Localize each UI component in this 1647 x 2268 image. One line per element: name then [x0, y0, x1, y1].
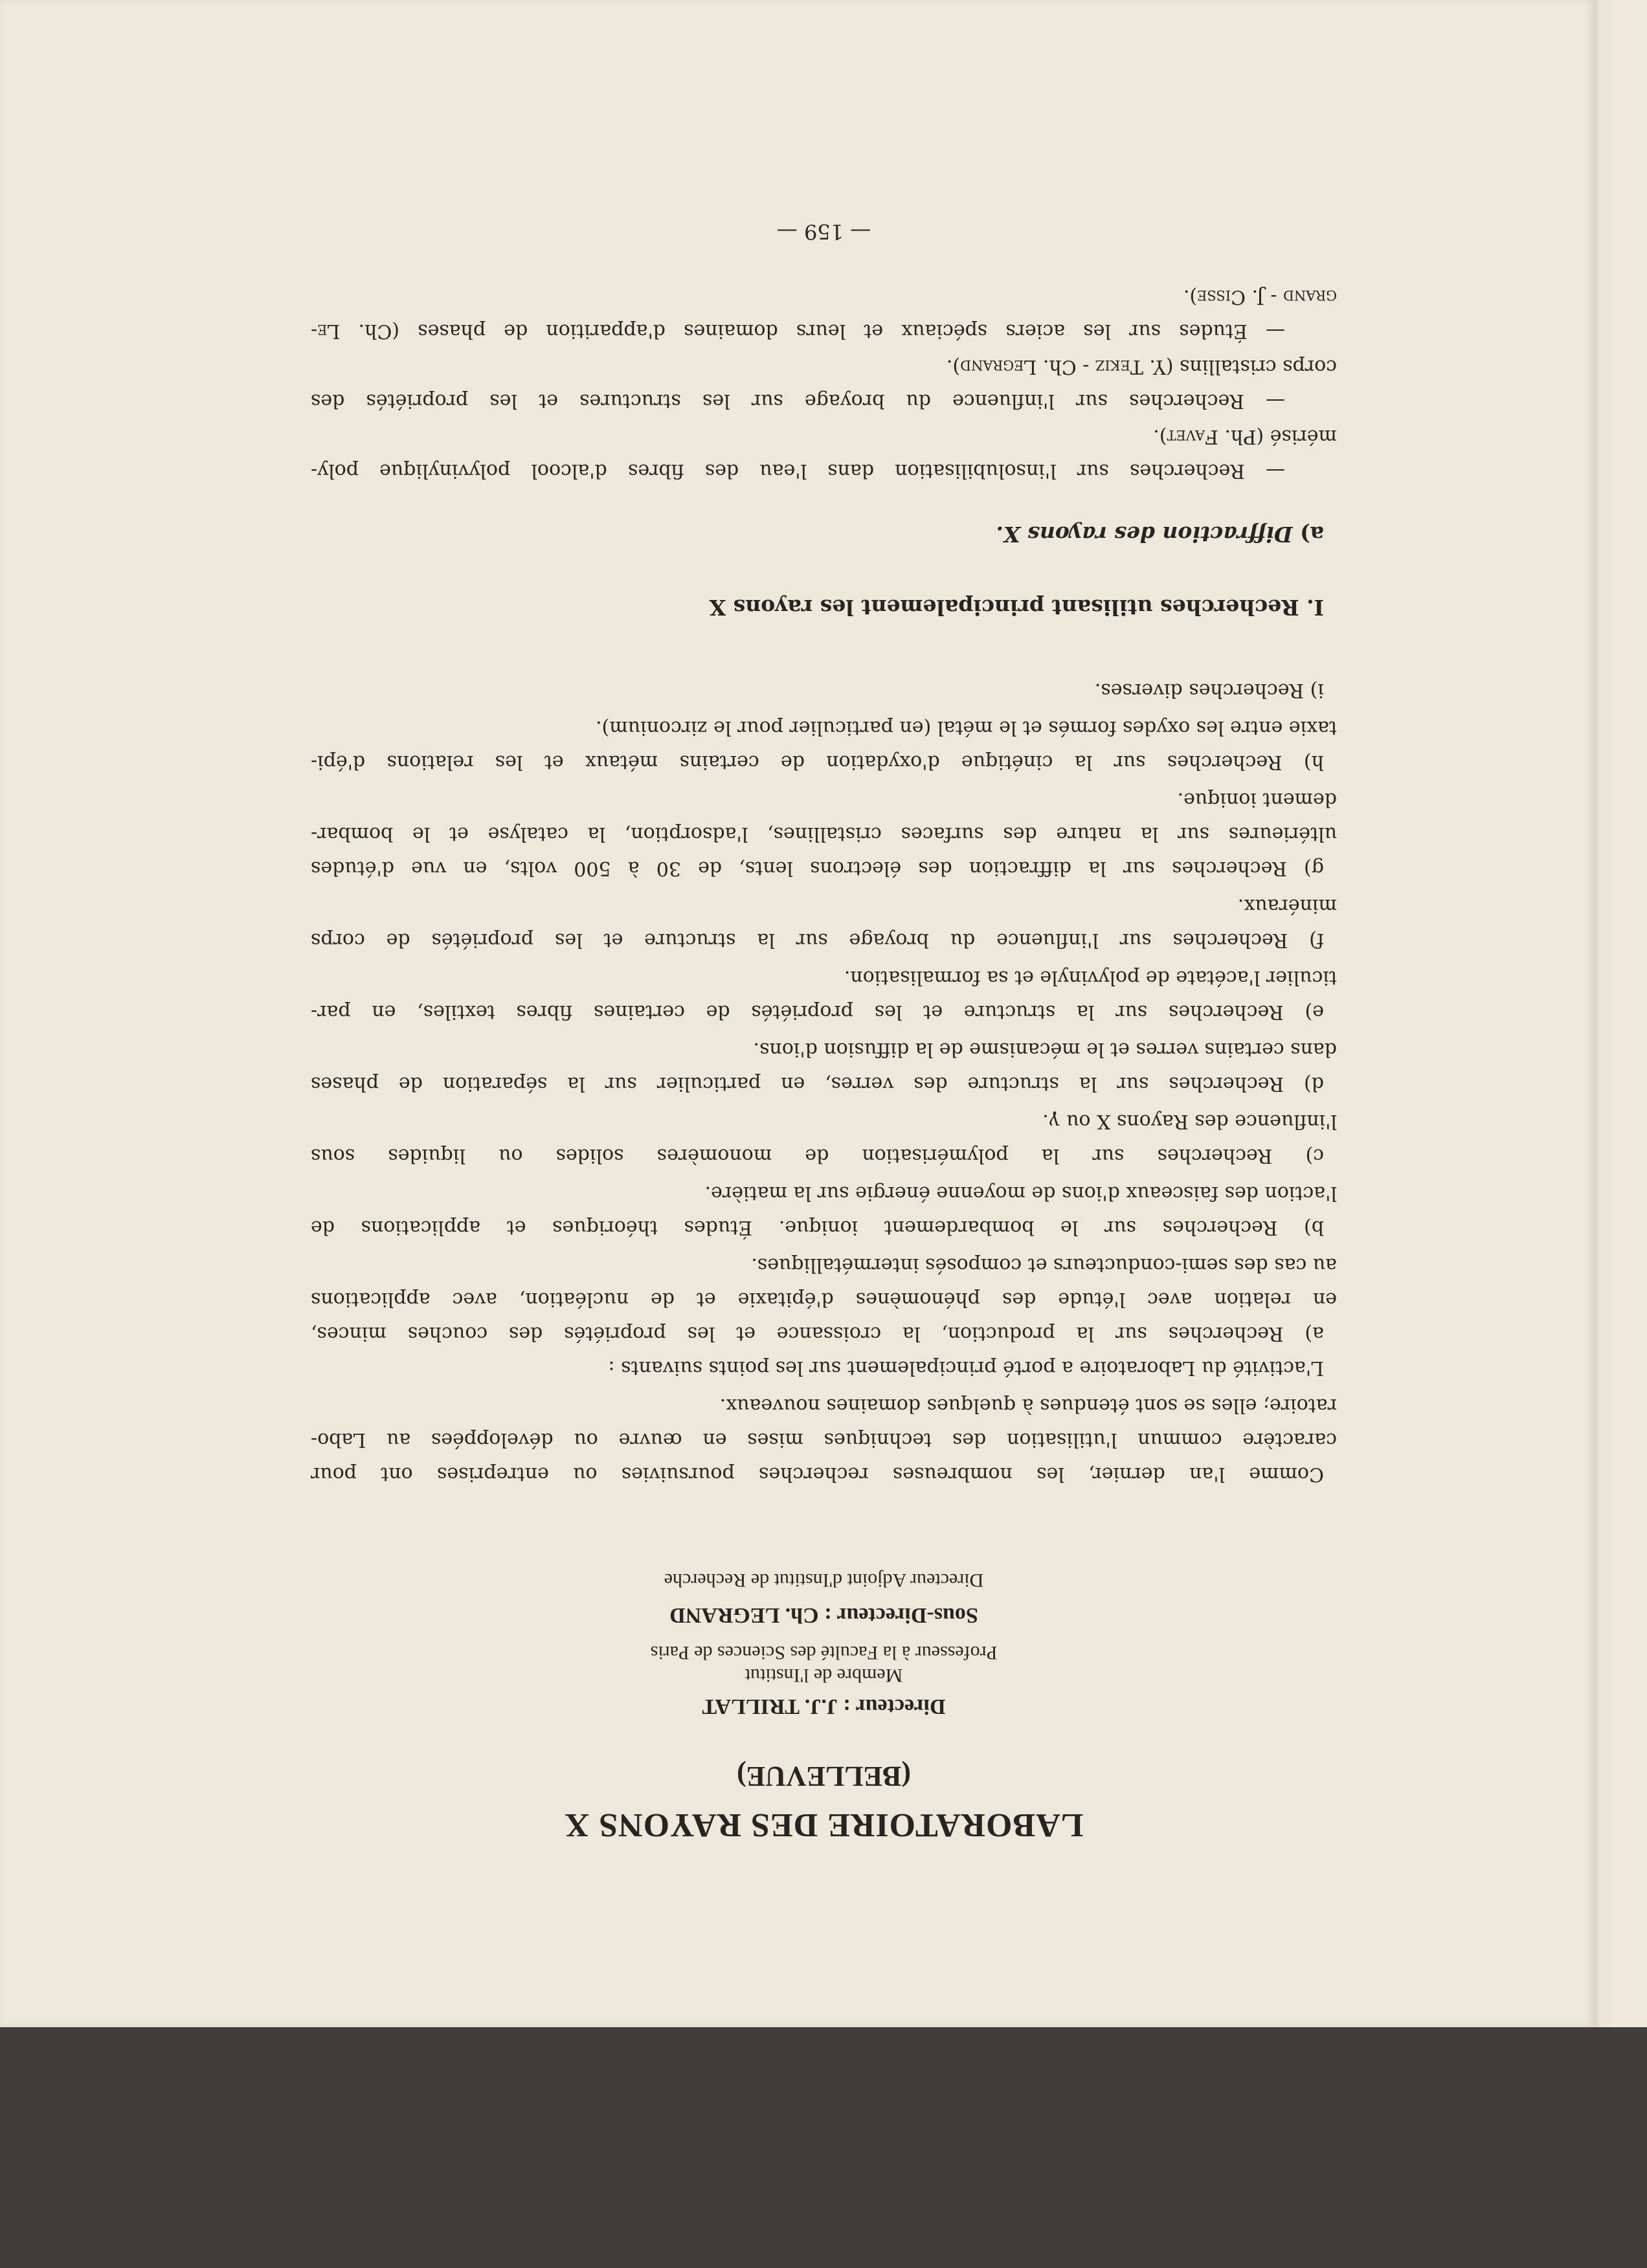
text-line — [311, 1282, 1337, 1317]
text-line — [311, 1317, 1337, 1351]
line-text: taxie entre les oxydes formés et le métal (en particulier pour le zirconium). — [596, 717, 1337, 739]
director-line — [311, 1694, 1337, 1718]
line-text: ultérieures sur la nature des surfaces cristallines, l'adsorption, la catalyse et le bombar- — [311, 823, 1337, 845]
line-text: Recherches sur la diffraction des électrons lents, de 30 à 500 volts, en vue d'études — [311, 857, 1287, 880]
text-line — [311, 961, 1337, 995]
research-entry — [311, 419, 1337, 488]
text-line — [311, 1176, 1337, 1210]
text-line — [311, 923, 1337, 957]
text-line — [311, 711, 1337, 745]
paragraph — [311, 1351, 1337, 1385]
line-text: en relation avec l'étude des phénomènes d'épitaxie et de nucléation, avec applications — [311, 1288, 1337, 1311]
line-text: ticulier l'acétate de polyvinyle et sa formalisation. — [844, 966, 1337, 989]
author-name: grand — [1283, 285, 1337, 308]
line-text: Études sur les aciers spéciaux et leurs domaines d'apparition de phases (Ch. — [340, 320, 1248, 342]
research-topic — [311, 961, 1337, 1029]
line-text: Recherches sur le bombardement ionique. Études théoriques et applications de — [311, 1216, 1278, 1239]
item-label: — — [1266, 390, 1285, 412]
research-topic — [311, 673, 1337, 707]
item-label: — — [1266, 320, 1285, 342]
author-name: Favet — [1167, 425, 1218, 448]
director-title-2: Professeur à la Faculté des Sciences de Paris — [650, 1642, 998, 1663]
adjacent-page-edge — [1595, 0, 1647, 2027]
body-text — [311, 280, 1337, 1491]
line-text: Recherches sur l'insolubilisation dans l'eau des fibres d'alcool polyvinylique poly- — [311, 460, 1245, 482]
text-line — [311, 1248, 1337, 1282]
lab-title: LABORATOIRE DES RAYONS X — [564, 1807, 1084, 1843]
research-entry — [311, 280, 1337, 348]
text-line — [311, 1210, 1337, 1245]
text-line — [311, 745, 1337, 779]
director-label: Directeur : — [843, 1695, 946, 1718]
text-line — [311, 280, 1337, 314]
subdirector-name: Ch. LEGRAND — [669, 1603, 819, 1627]
line-text: mérisé (Ph. — [1218, 425, 1337, 448]
author-name: Legrand — [960, 355, 1037, 378]
line-text: au cas des semi-conducteurs et composés intermétalliques. — [751, 1254, 1337, 1276]
subdirector-label: Sous-Directeur : — [824, 1603, 978, 1627]
section-heading: I. Recherches utilisant principalement les rayons X — [709, 595, 1324, 620]
line-text: l'influence des Rayons X ou γ. — [1042, 1110, 1337, 1133]
research-topic — [311, 711, 1337, 779]
line-text: Recherches sur l'influence du broyage sur les structures et les propriétés des — [311, 390, 1244, 412]
text-line — [311, 1104, 1337, 1139]
item-label: d) — [1304, 1073, 1324, 1095]
paragraph — [311, 1388, 1337, 1491]
line-text: L'activité du Laboratoire a porté principalement sur les points suivants : — [608, 1357, 1324, 1379]
research-topic — [311, 1032, 1337, 1101]
line-text: - J. — [1246, 285, 1284, 308]
item-label: — — [1266, 460, 1285, 482]
line-text: Recherches diverses. — [1094, 679, 1305, 702]
author-name: Le- — [311, 320, 341, 342]
research-topic — [311, 1104, 1337, 1173]
research-topic — [311, 783, 1337, 885]
intro-paragraphs — [311, 1351, 1337, 1491]
line-text: ). — [946, 355, 961, 378]
line-text: ratoire; elles se sont étendues à quelques domaines nouveaux. — [719, 1394, 1337, 1417]
line-text: - Ch. — [1036, 355, 1095, 378]
subdirector-line — [311, 1603, 1337, 1627]
text-line — [311, 314, 1337, 348]
subheading-text: Diffraction des rayons X. — [996, 522, 1293, 547]
line-text: minéraux. — [1237, 895, 1337, 917]
subheading-label: a) — [1300, 522, 1324, 547]
research-topic — [311, 1248, 1337, 1351]
text-line — [311, 1351, 1337, 1385]
research-topic — [311, 889, 1337, 957]
section-entries — [311, 280, 1337, 488]
author-name: Tekiz — [1095, 355, 1143, 378]
item-label: b) — [1304, 1216, 1324, 1239]
line-text: Recherches sur la cinétique d'oxydation de certains métaux et les relations d'épi- — [311, 751, 1283, 773]
text-line — [311, 1139, 1337, 1173]
subdirector-title: Directeur Adjoint d'Institut de Recherche — [664, 1570, 984, 1591]
text-line — [311, 783, 1337, 817]
line-text: Recherches sur la structure et les propriétés de certaines fibres textiles, en par- — [311, 1001, 1284, 1023]
text-line — [311, 673, 1337, 707]
text-line — [311, 1388, 1337, 1423]
line-text: caractère commun l'utilisation des techniques mises en œuvre ou développées au Labo- — [311, 1429, 1337, 1451]
page-number: — 159 — — [776, 219, 871, 244]
item-label: h) — [1303, 751, 1324, 773]
research-topic — [311, 1176, 1337, 1245]
line-text: Recherches sur l'influence du broyage sur la structure et les propriétés de corps — [311, 929, 1288, 951]
line-text: Comme l'an dernier, les nombreuses recherches poursuivies ou entreprises ont pour — [311, 1463, 1324, 1485]
text-line — [311, 851, 1337, 885]
text-line — [311, 419, 1337, 454]
line-text: Recherches sur la structure des verres, en particulier sur la séparation de phases — [311, 1073, 1284, 1095]
author-name: Cisse — [1197, 285, 1246, 308]
research-entry — [311, 350, 1337, 418]
text-line — [311, 350, 1337, 384]
line-text: corps cristallins (Y. — [1143, 355, 1337, 378]
text-line — [311, 454, 1337, 488]
item-label: i) — [1310, 679, 1324, 702]
section-subheading — [311, 517, 1337, 551]
text-line — [311, 1067, 1337, 1101]
item-label: a) — [1305, 1322, 1324, 1345]
text-line — [311, 1423, 1337, 1457]
text-line — [311, 384, 1337, 418]
line-text: dans certains verres et le mécanisme de la diffusion d'ions. — [753, 1038, 1337, 1061]
text-line — [311, 1032, 1337, 1067]
director-name: J.J. TRILLAT — [702, 1695, 838, 1718]
line-text: l'action des faisceaux d'ions de moyenne énergie sur la matière. — [704, 1182, 1337, 1205]
item-label: g) — [1304, 857, 1324, 880]
research-topics-list — [311, 673, 1337, 1351]
lab-location: (BELLEVUE) — [737, 1761, 911, 1792]
director-title-1: Membre de l'Institut — [745, 1665, 903, 1686]
text-line — [311, 889, 1337, 923]
line-text: Recherches sur la polymérisation de monomères solides ou liquides sous — [311, 1144, 1273, 1167]
text-line — [311, 995, 1337, 1029]
line-text: Recherches sur la production, la croissance et les propriétés des couches minces, — [311, 1322, 1284, 1345]
text-line — [311, 1457, 1337, 1491]
line-text: ). — [1183, 285, 1198, 308]
item-label: c) — [1305, 1144, 1324, 1167]
line-text: ). — [1153, 425, 1167, 448]
item-label: f) — [1309, 929, 1324, 951]
text-line — [311, 817, 1337, 851]
scanner-background — [0, 2027, 1647, 2268]
line-text: dement ionique. — [1177, 788, 1337, 811]
item-label: e) — [1305, 1001, 1324, 1023]
